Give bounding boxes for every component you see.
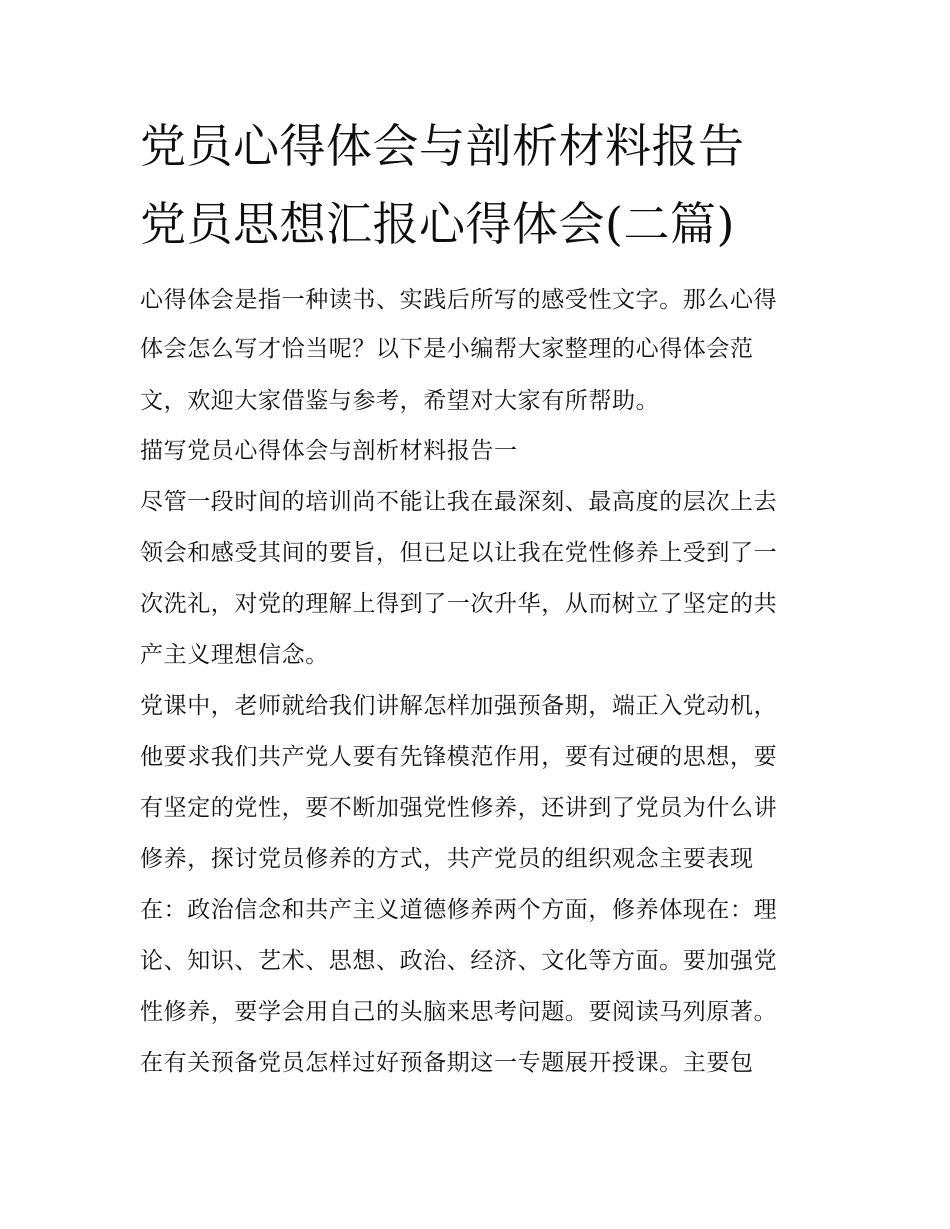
paragraph-1-line-3: 次洗礼，对党的理解上得到了一次升华，从而树立了坚定的共 [140, 591, 778, 617]
paragraph-2-line-5: 在：政治信念和共产主义道德修养两个方面，修养体现在：理 [140, 897, 778, 923]
paragraph-2-line-1: 党课中，老师就给我们讲解怎样加强预备期，端正入党动机， [140, 693, 778, 719]
paragraph-2-line-4: 修养，探讨党员修养的方式，共产党员的组织观念主要表现 [140, 846, 754, 872]
paragraph-1-line-2: 领会和感受其间的要旨，但已足以让我在党性修养上受到了一 [140, 540, 778, 566]
paragraph-2-line-2: 他要求我们共产党人要有先锋模范作用，要有过硬的思想，要 [140, 744, 778, 770]
paragraph-2-line-7: 性修养，要学会用自己的头脑来思考问题。要阅读马列原著。 [140, 999, 778, 1025]
document-title-line-2: 党员思想汇报心得体会(二篇) [140, 197, 735, 251]
section-heading: 描写党员心得体会与剖析材料报告一 [140, 438, 518, 464]
paragraph-2-line-3: 有坚定的党性，要不断加强党性修养，还讲到了党员为什么讲 [140, 795, 778, 821]
paragraph-1-line-1: 尽管一段时间的培训尚不能让我在最深刻、最高度的层次上去 [140, 489, 778, 515]
intro-line-1: 心得体会是指一种读书、实践后所写的感受性文字。那么心得 [140, 287, 778, 313]
paragraph-2-line-8: 在有关预备党员怎样过好预备期这一专题展开授课。主要包 [140, 1050, 754, 1076]
paragraph-1-line-4: 产主义理想信念。 [140, 642, 329, 668]
intro-line-3: 文，欢迎大家借鉴与参考，希望对大家有所帮助。 [140, 388, 660, 414]
document-title-line-1: 党员心得体会与剖析材料报告 [140, 119, 745, 173]
paragraph-2-line-6: 论、知识、艺术、思想、政治、经济、文化等方面。要加强党 [140, 948, 778, 974]
intro-line-2: 体会怎么写才恰当呢？以下是小编帮大家整理的心得体会范 [140, 336, 754, 362]
